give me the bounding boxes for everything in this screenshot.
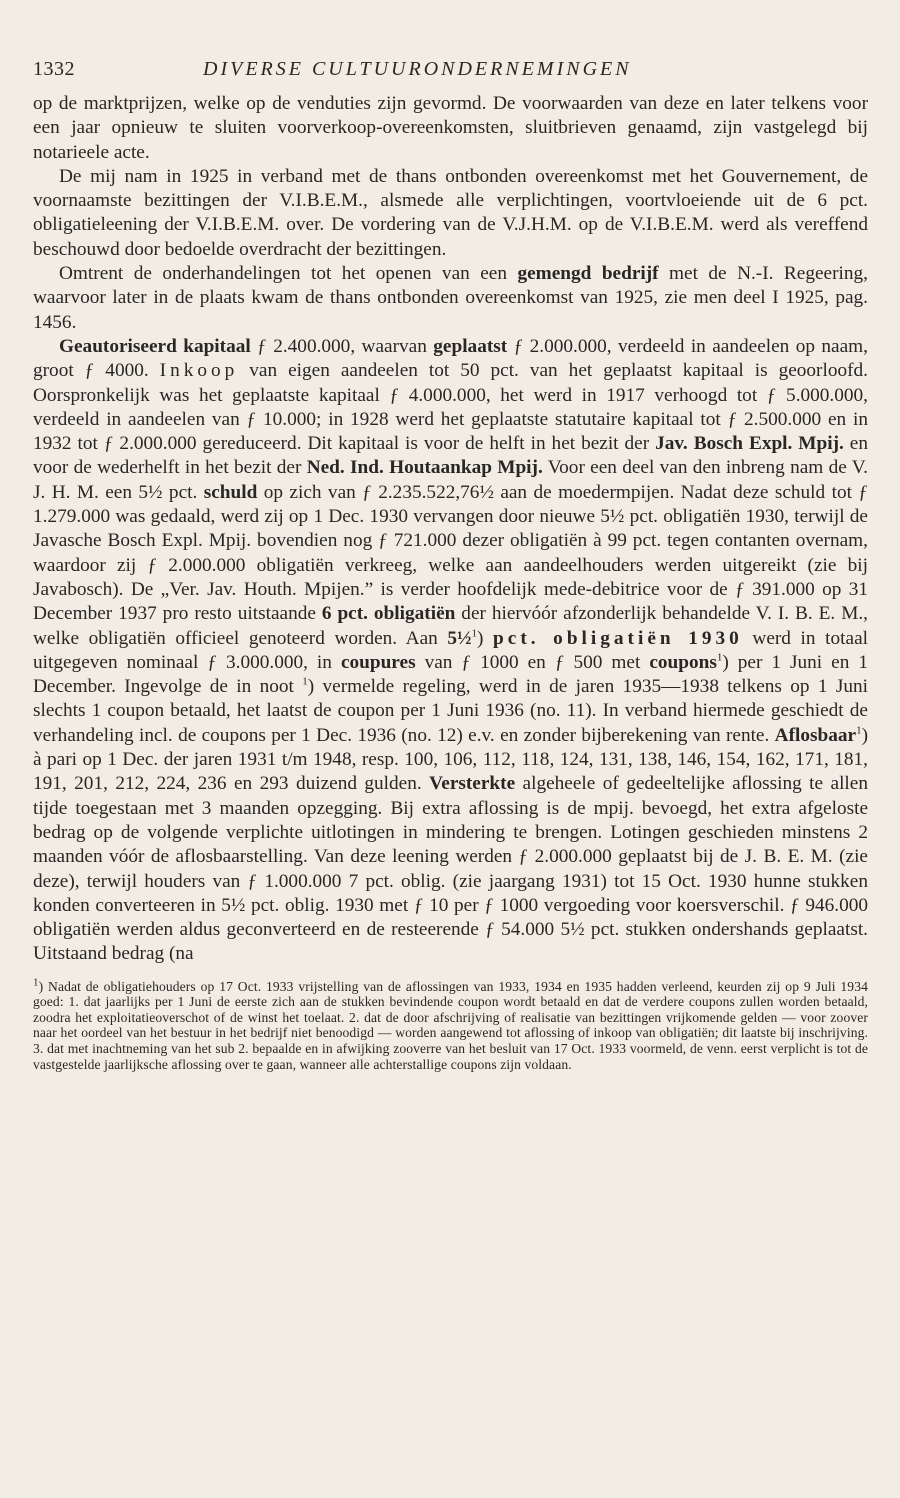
text: ƒ 2.000.000, verdeeld in aandeelen op naam, groot ƒ 4000.	[33, 335, 868, 382]
text: ) vermelde regeling, werd in de jaren 1935—1938 telkens op 1 Juni slechts 1 coupon betaald, het laatst de coupon per 1 Juni 1936 (no. 11). In verband hiermede geschiedt de verhandeling incl. de coupons per 1 Dec. 1936 (no. 12) e.v. en zonder bijberekening van rente.	[33, 676, 868, 746]
text: )	[477, 627, 494, 649]
text: Voor een deel van den inbreng nam de V. J. H. M. een 5½ pct.	[33, 457, 868, 503]
footnote-ref: 1	[471, 627, 478, 640]
footnote-1	[33, 976, 868, 1073]
footnotes	[33, 976, 868, 1073]
bold-spaced-term: pct. obligatiën 1930	[493, 627, 743, 649]
bold-term: coupures	[340, 651, 416, 673]
footnote-ref: 1	[302, 675, 308, 688]
text: van ƒ 1000 en ƒ 500 met	[415, 651, 650, 673]
text: van eigen aandeelen tot 50 pct. van het geplaatst kapitaal is geoorloofd. Oorspronkelijk was het geplaatste kapitaal ƒ 4.000.000, het werd in 1917 verhoogd tot ƒ 5.000.000, verdeeld in aandeelen van ƒ 10.000; in 1928 werd het geplaatste statutaire kapitaal tot ƒ 2.500.000 en in 1932 tot ƒ 2.000.000 gereduceerd. Dit kapitaal is voor de helft in het bezit der	[33, 360, 868, 455]
footnote-ref: 1	[856, 724, 862, 737]
bold-term: geplaatst	[433, 335, 508, 357]
paragraph-2: De mij nam in 1925 in verband met de thans ontbonden overeenkomst met het Gouvernement, de voornaamste bezittingen der V.I.B.E.M., alsmede alle verplichtingen, voortvloeiende uit de 6 pct. obligatieleening der V.I.B.E.M. over. De vordering van de V.J.H.M. op de V.I.B.E.M. werd als vereffend beschouwd door bedoelde overdracht der bezittingen.	[33, 165, 868, 260]
paragraph-1: op de marktprijzen, welke op de venduties zijn gevormd. De voorwaarden van deze en later telkens voor een jaar opnieuw te sluiten voorverkoop-overeenkomsten, sluitbrieven genaamd, zijn vastgelegd bij notarieele acte.	[33, 93, 868, 163]
spaced-term: Inkoop	[159, 360, 239, 382]
text: der hiervóór afzonderlijk behandelde V. I. B. E. M., welke obligatiën officieel genoteerd worden. Aan	[33, 603, 868, 649]
text: ƒ 2.400.000, waarvan	[250, 335, 434, 357]
footnote-marker: 1	[33, 976, 39, 989]
bold-term: gemengd bedrijf	[517, 263, 659, 285]
text: op zich van ƒ 2.235.522,76½ aan de moedermpijen. Nadat deze schuld tot ƒ 1.279.000 was gedaald, werd zij op 1 Dec. 1930 vervangen door nieuwe 5½ pct. obligatiën 1930, terwijl de Javasche Bosch Expl. Mpij. bovendien nog ƒ 721.000 dezer obligatiën à 99 pct. tegen contanten overnam, waardoor zij ƒ 2.000.000 obligatiën verkreeg, welke aan aandeelhouders werden uitgereikt (zie bij Javabosch). De „Ver. Jav. Houth. Mpijen.” is verder hoofdelijk mede-debitrice voor de ƒ 391.000 op 31 December 1937 pro resto uitstaande	[33, 481, 868, 625]
text: werd in totaal uitgegeven nominaal ƒ 3.000.000, in	[33, 627, 868, 673]
footnote-text: ) Nadat de obligatiehouders op 17 Oct. 1933 vrijstelling van de aflossingen van 1933, 1934 en 1935 hadden verleend, keurden zij op 9 Juli 1934 goed: 1. dat jaarlijks per 1 Juni de eerste zich aan de stukken bevindende coupon wordt betaald en dat de verdere coupons zullen worden betaald, zoodra het exploitatieoverschot of de winst het toelaat. 2. dat de door afschrijving of realisatie van bezittingen vrijkomende gelden — voor zoover naar het oordeel van het bestuur in het bedrijf niet benoodigd — worden aangewend tot aflossing of inkoop van obligatiën; dit laatste bij inschrijving. 3. dat met inachtneming van het sub 2. bepaalde en in afwijking zooverre van het besluit van 17 Oct. 1933 voormeld, de venn. eerst verplicht is tot de vastgestelde jaarlijksche aflossing over te gaan, wanneer alle achterstallige coupons zijn voldaan.	[33, 978, 868, 1072]
running-title: DIVERSE CULTUURONDERNEMINGEN	[203, 58, 632, 80]
bold-term: coupons	[649, 651, 717, 673]
bold-term: Jav. Bosch Expl. Mpij.	[655, 433, 844, 455]
text: met de N.-I. Regeering, waarvoor later in de plaats kwam de thans ontbonden overeenkomst van 1925, zie men deel I 1925, pag. 1456.	[33, 263, 868, 333]
body-text	[33, 92, 868, 967]
bold-term: Geautoriseerd kapitaal	[59, 335, 251, 357]
text: en voor de wederhelft in het bezit der	[33, 433, 868, 479]
page-number: 1332	[33, 58, 75, 80]
bold-term: 5½	[447, 627, 472, 649]
text: Omtrent de onderhandelingen tot het openen van een	[59, 263, 518, 285]
bold-term: schuld	[203, 481, 258, 503]
footnote-ref: 1	[716, 651, 723, 664]
bold-term: Aflosbaar	[774, 724, 857, 746]
bold-term: Versterkte	[429, 773, 516, 795]
page-header	[33, 58, 868, 92]
text: algeheele of gedeeltelijke aflossing te allen tijde toegestaan met 3 maanden opzegging. Bij extra aflossing is de mpij. bevoegd, het extra afgeloste bedrag op de volgende verplichte uitlotingen in mindering te brengen. Lotingen geschieden minstens 2 maanden vóór de aflosbaarstelling. Van deze leening werden ƒ 2.000.000 geplaatst bij de J. B. E. M. (zie deze), terwijl houders van ƒ 1.000.000 7 pct. oblig. (zie jaargang 1931) tot 15 Oct. 1930 hunne stukken konden converteeren in 5½ pct. oblig. 1930 met ƒ 10 per ƒ 1000 vergoeding voor koersverschil. ƒ 946.000 obligatiën werden aldus geconverteerd en de resteerende ƒ 54.000 5½ pct. stukken ondershands geplaatst. Uitstaand bedrag (na	[33, 773, 868, 965]
text: ) per 1 Juni en 1 December. Ingevolge de in noot	[33, 651, 868, 698]
paragraph-3	[33, 262, 868, 335]
text: ) à pari op 1 Dec. der jaren 1931 t/m 1948, resp. 100, 106, 112, 118, 124, 131, 138, 146, 154, 162, 171, 181, 191, 201, 212, 224, 236 en 293 duizend gulden.	[33, 724, 868, 795]
bold-term: Ned. Ind. Houtaankap Mpij.	[306, 457, 543, 479]
paragraph-4	[33, 335, 868, 967]
bold-term: 6 pct. obligatiën	[321, 603, 456, 625]
